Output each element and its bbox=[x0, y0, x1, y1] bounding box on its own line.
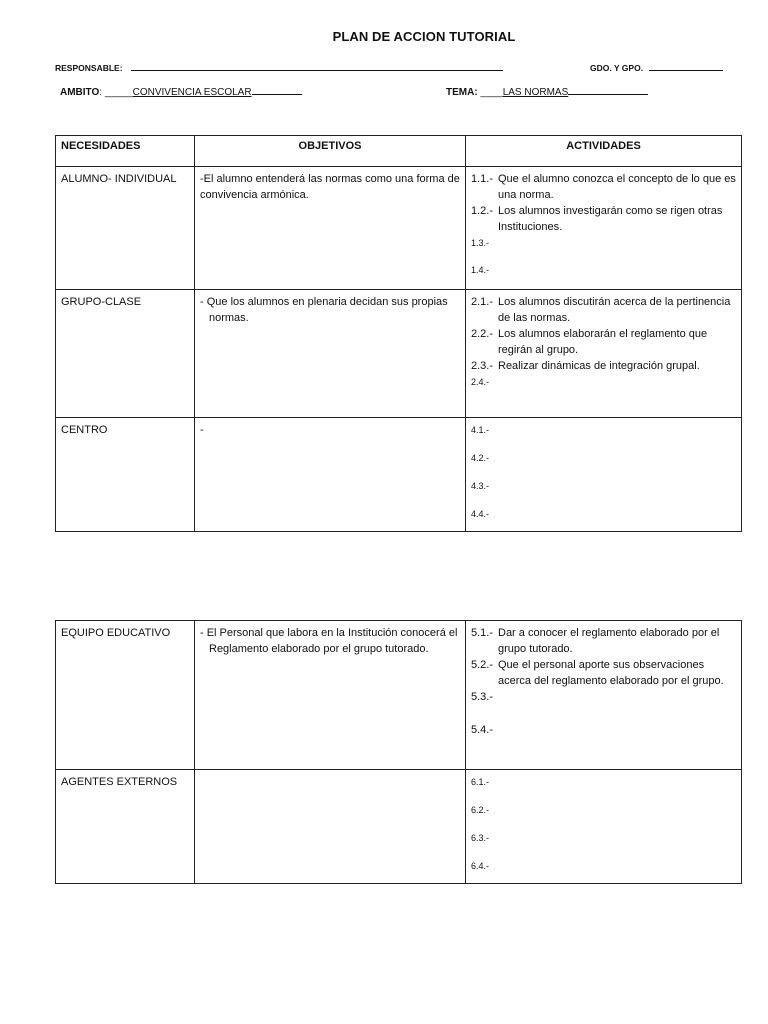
activity-item: 1.3.- bbox=[471, 238, 490, 248]
activities-cell bbox=[466, 770, 742, 884]
plan-table-bottom bbox=[55, 620, 742, 884]
activity-item: 4.2.- bbox=[471, 453, 490, 463]
header-objetivos: OBJETIVOS bbox=[195, 136, 466, 167]
activity-item: 5.2.- Que el personal aporte sus observaciones acerca del reglamento elaborado por el grupo. bbox=[471, 659, 724, 687]
need-cell: GRUPO-CLASE bbox=[56, 290, 195, 418]
ambito-blank bbox=[252, 84, 302, 95]
ambito-line bbox=[60, 84, 302, 98]
activity-item: 4.3.- bbox=[471, 481, 490, 491]
activity-item: 2.2.- Los alumnos elaborarán el reglamento que regirán al grupo. bbox=[471, 328, 708, 356]
activity-item: 5.3.- bbox=[471, 691, 494, 703]
gdo-field[interactable] bbox=[649, 61, 723, 71]
responsable-field[interactable] bbox=[131, 61, 503, 71]
activity-item: 5.4.- bbox=[471, 724, 494, 736]
plan-table-top bbox=[55, 135, 742, 532]
activity-item: 2.4.- bbox=[471, 377, 490, 387]
gdo-line bbox=[590, 61, 723, 73]
ambito-value: CONVIVENCIA ESCOLAR bbox=[132, 87, 252, 98]
activity-item: 2.3.- Realizar dinámicas de integración grupal. bbox=[471, 360, 700, 372]
ambito-label: AMBITO bbox=[60, 87, 100, 98]
activities-cell bbox=[466, 290, 742, 418]
ambito-prefix: : _____ bbox=[99, 87, 133, 98]
activity-item: 1.2.- Los alumnos investigarán como se rigen otras Instituciones. bbox=[471, 205, 723, 233]
responsable-label: RESPONSABLE: bbox=[55, 63, 123, 73]
header-actividades: ACTIVIDADES bbox=[466, 136, 742, 167]
activity-item: 6.4.- bbox=[471, 861, 490, 871]
table-row bbox=[56, 167, 742, 290]
objective-cell: -El alumno entenderá las normas como una forma de convivencia armónica. bbox=[195, 167, 466, 290]
need-cell: EQUIPO EDUCATIVO bbox=[56, 621, 195, 770]
activity-item: 5.1.- Dar a conocer el reglamento elaborado por el grupo tutorado. bbox=[471, 627, 720, 655]
table-row bbox=[56, 770, 742, 884]
activity-item: 4.1.- bbox=[471, 425, 490, 435]
responsable-line bbox=[55, 61, 503, 73]
table-row bbox=[56, 418, 742, 532]
objective-cell bbox=[195, 770, 466, 884]
gdo-label: GDO. Y GPO. bbox=[590, 63, 644, 73]
objective-cell: - bbox=[195, 418, 466, 532]
activity-item: 4.4.- bbox=[471, 509, 490, 519]
need-cell: CENTRO bbox=[56, 418, 195, 532]
need-cell: ALUMNO- INDIVIDUAL bbox=[56, 167, 195, 290]
activity-item: 2.1.- Los alumnos discutirán acerca de la pertinencia de las normas. bbox=[471, 296, 731, 324]
tema-line bbox=[446, 84, 648, 98]
activity-item: 1.4.- bbox=[471, 265, 490, 275]
activity-item: 6.1.- bbox=[471, 777, 490, 787]
tema-label: TEMA: bbox=[446, 87, 478, 98]
table-row bbox=[56, 290, 742, 418]
activity-item: 1.1.- Que el alumno conozca el concepto de lo que es una norma. bbox=[471, 173, 736, 201]
activities-cell bbox=[466, 167, 742, 290]
need-cell: AGENTES EXTERNOS bbox=[56, 770, 195, 884]
document-title: PLAN DE ACCION TUTORIAL bbox=[332, 29, 516, 44]
objective-cell: - Que los alumnos en plenaria decidan sus propias normas. bbox=[195, 290, 466, 418]
header-necesidades: NECESIDADES bbox=[56, 136, 195, 167]
activity-item: 6.2.- bbox=[471, 805, 490, 815]
activity-item: 6.3.- bbox=[471, 833, 490, 843]
objective-cell: - El Personal que labora en la Institución conocerá el Reglamento elaborado por el grupo tutorado. bbox=[195, 621, 466, 770]
table-row bbox=[56, 621, 742, 770]
activities-cell bbox=[466, 418, 742, 532]
tema-blank bbox=[568, 84, 648, 95]
tema-prefix: ____ bbox=[477, 87, 503, 98]
tema-value: LAS NORMAS bbox=[502, 87, 569, 98]
activities-cell bbox=[466, 621, 742, 770]
